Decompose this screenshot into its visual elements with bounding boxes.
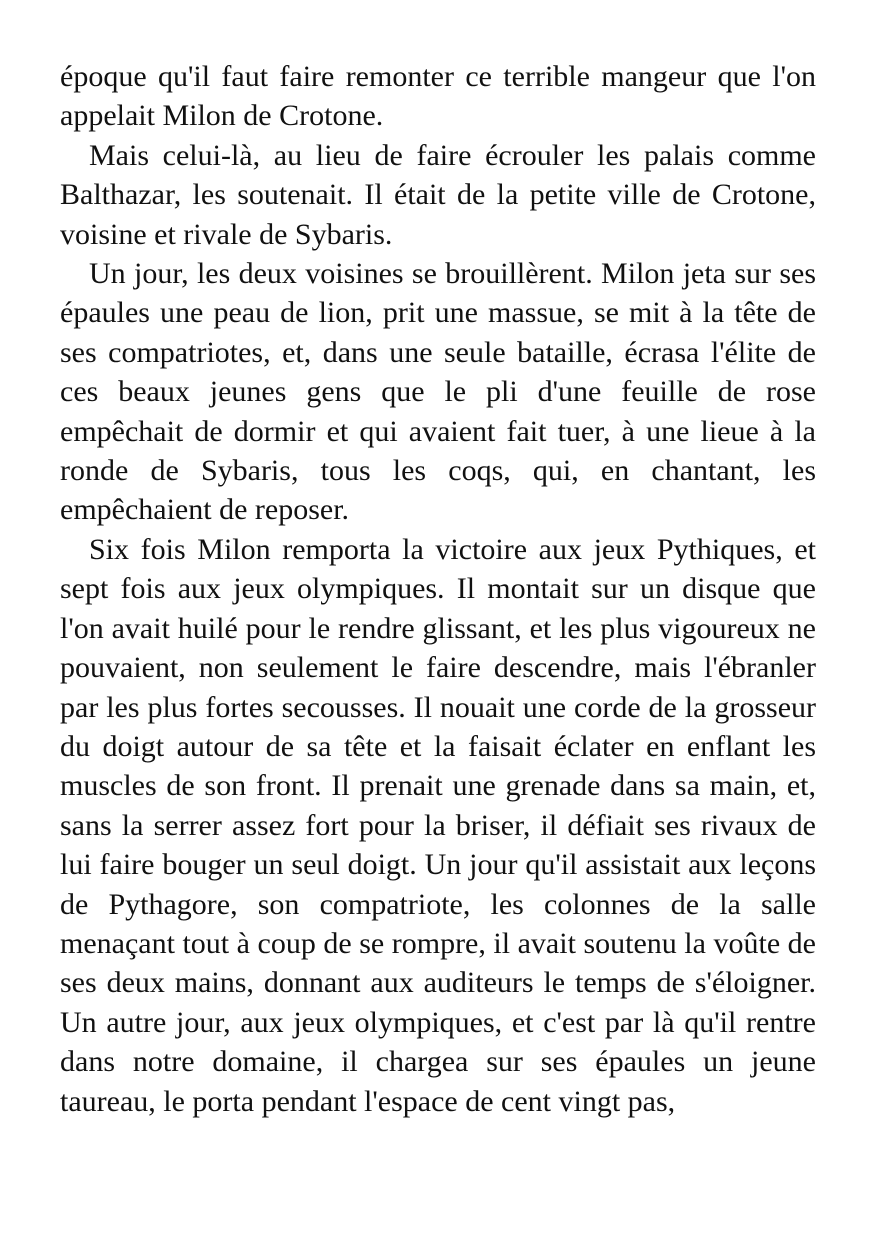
- document-page: [60, 57, 816, 1121]
- paragraph-milon-intro: Mais celui-là, au lieu de faire écrouler les palais comme Balthazar, les soutenait. Il était de la petite ville de Crotone, voisine et rivale de Sybaris.: [60, 138, 816, 251]
- paragraph-feats: Six fois Milon remporta la victoire aux jeux Pythiques, et sept fois aux jeux olympiques. Il montait sur un disque que l'on avait huilé pour le rendre glissant, et les plus vigoureux ne pouvaient, non seulement le faire descendre, mais l'ébranler par les plus fortes secousses. Il nouait une corde de la grosseur du doigt autour de sa tête et la faisait éclater en enflant les muscles de son front. Il prenait une grenade dans sa main, et, sans la serrer assez fort pour la briser, il défiait ses rivaux de lui faire bouger un seul doigt. Un jour qu'il assistait aux leçons de Pythagore, son compatriote, les colonnes de la salle menaçant tout à coup de se rompre, il avait soutenu la voûte de ses deux mains, donnant aux auditeurs le temps de s'éloigner. Un autre jour, aux jeux olympiques, et c'est par là qu'il rentre dans notre domaine, il chargea sur ses épaules un jeune taureau, le porta pendant l'espace de cent vingt pas,: [60, 532, 816, 1118]
- paragraph-battle: Un jour, les deux voisines se brouillèrent. Milon jeta sur ses épaules une peau de lion, prit une massue, se mit à la tête de ses compatriotes, et, dans une seule bataille, écrasa l'élite de ces beaux jeunes gens que le pli d'une feuille de rose empêchait de dormir et qui avaient fait tuer, à une lieue à la ronde de Sybaris, tous les coqs, qui, en chantant, les empêchaient de reposer.: [60, 257, 816, 527]
- paragraph-continued: époque qu'il faut faire remonter ce terrible mangeur que l'on appelait Milon de Crotone.: [60, 60, 816, 133]
